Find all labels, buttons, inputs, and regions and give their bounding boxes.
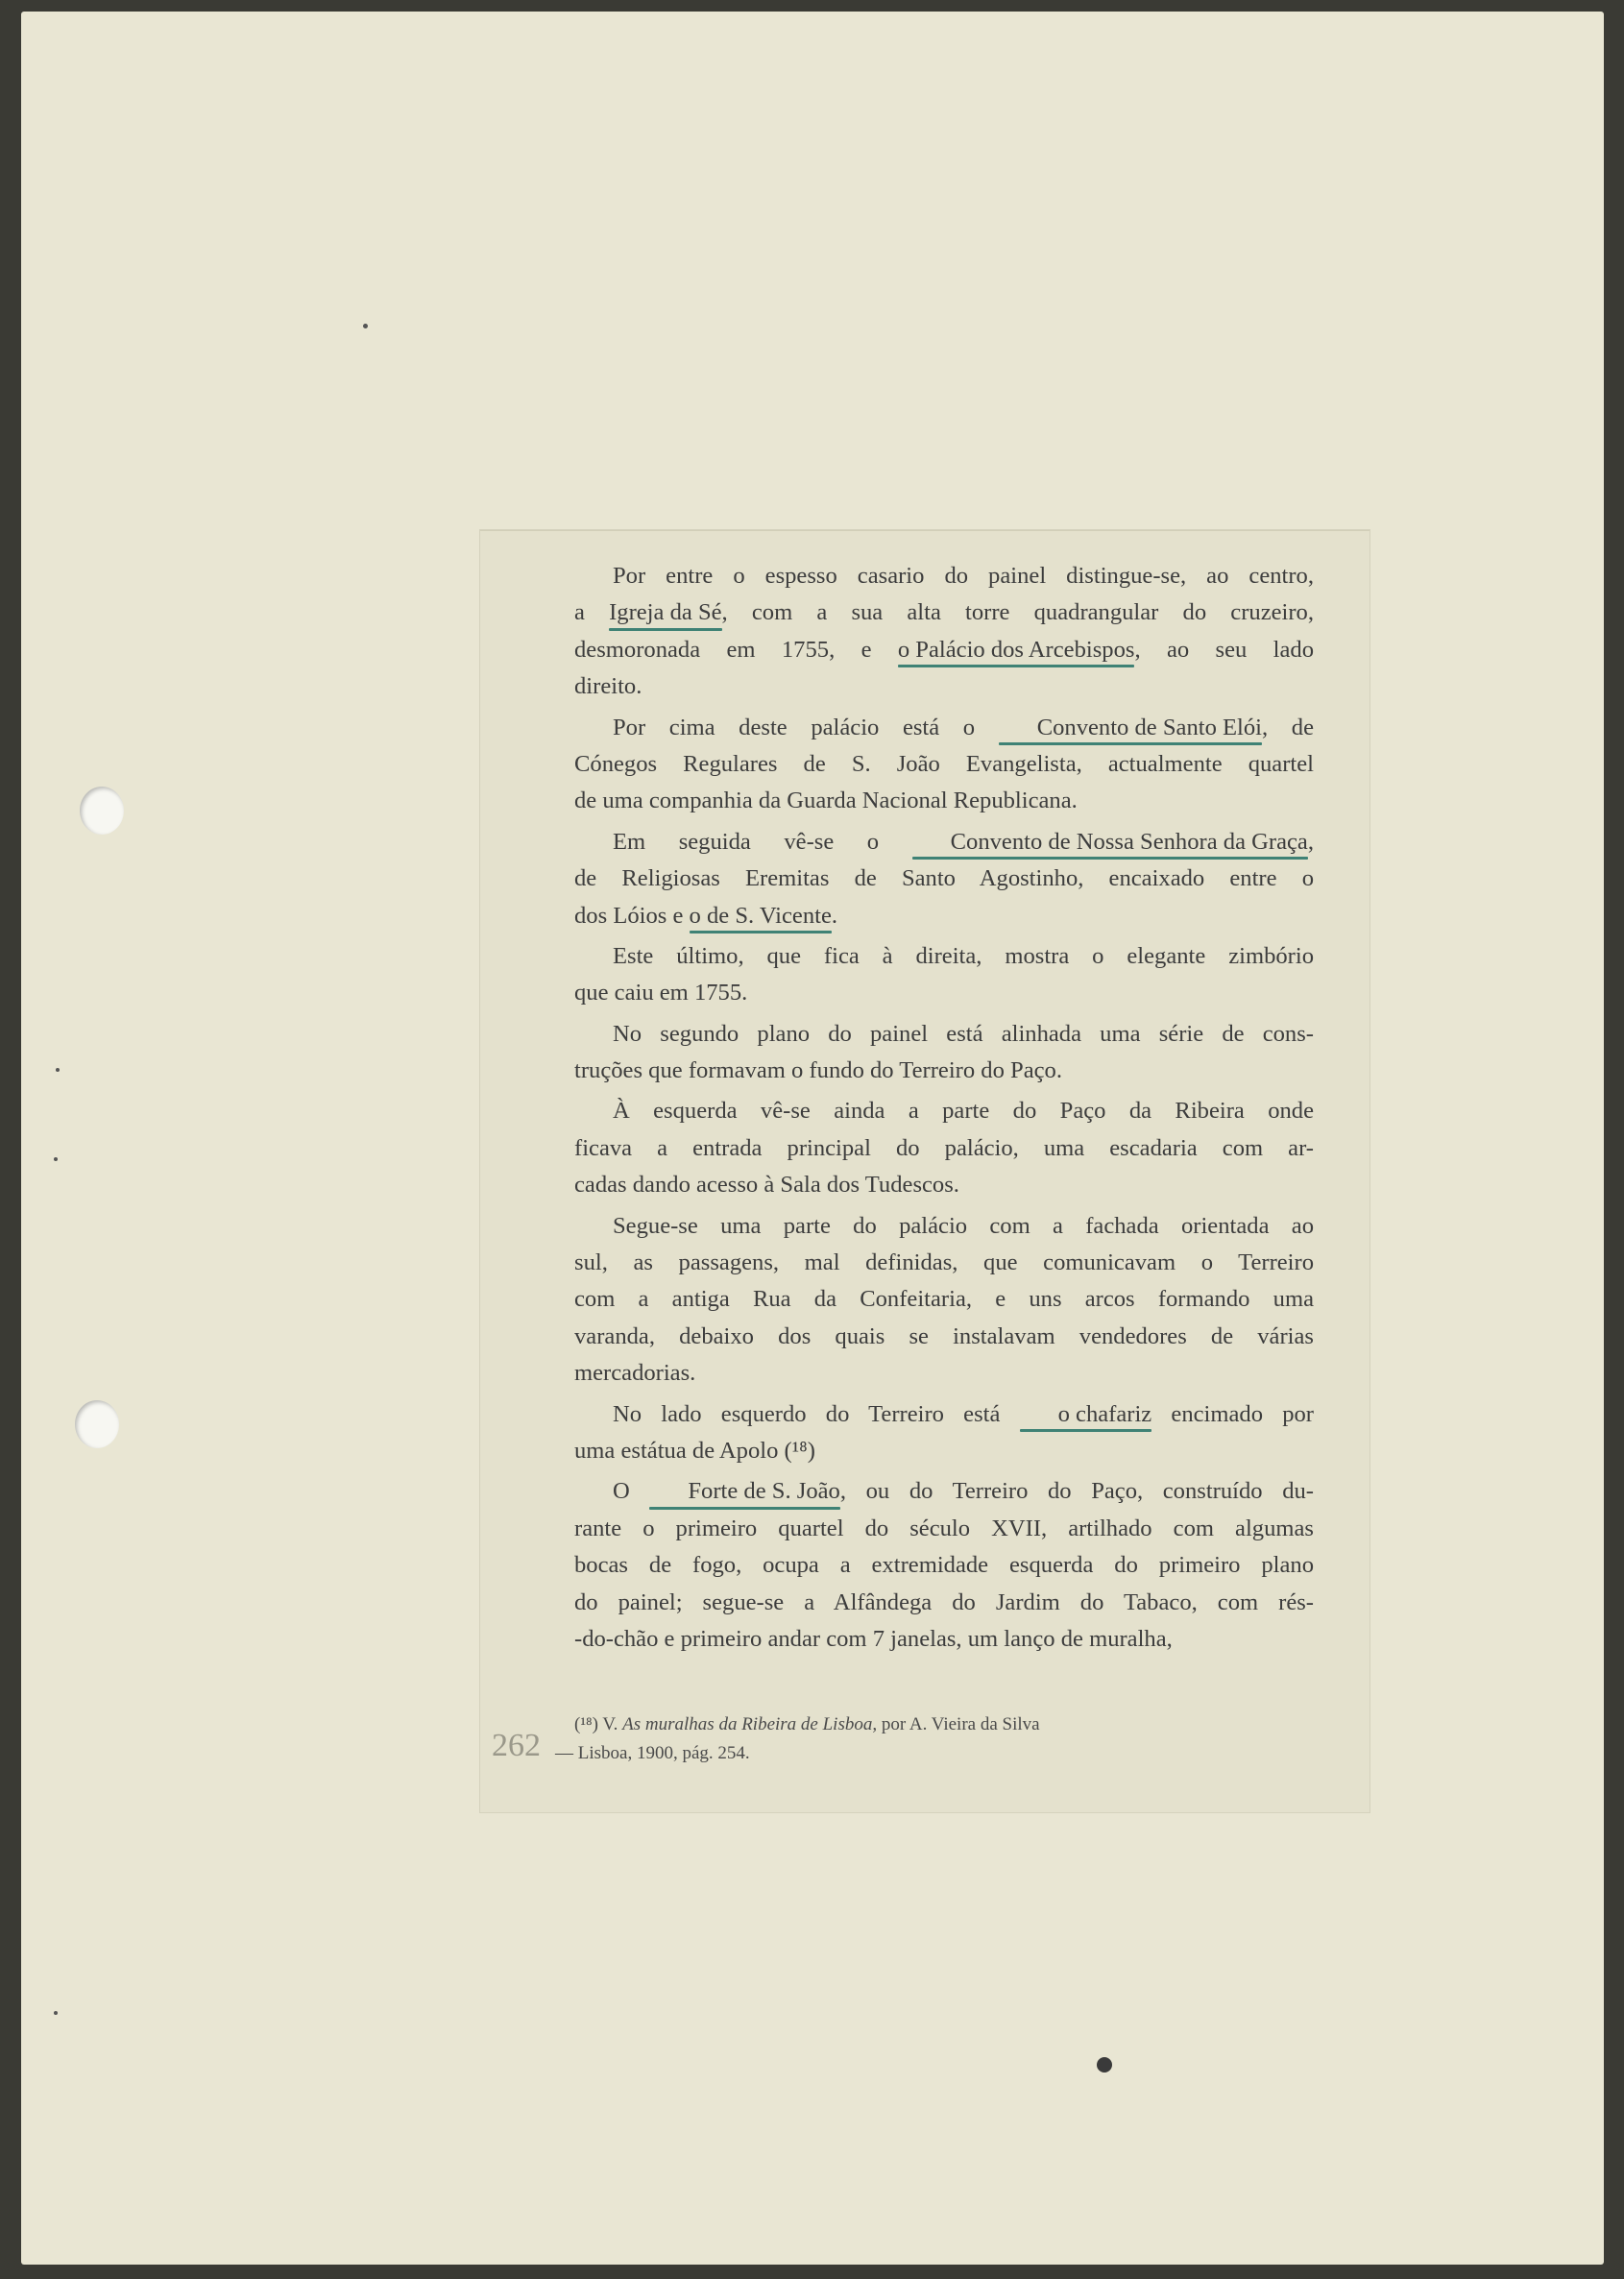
paragraph	[574, 1396, 1314, 1470]
underlined-phrase: Convento de Nossa Senhora da Graça	[912, 824, 1308, 861]
paragraph	[574, 1208, 1314, 1393]
text-line: Cónegos Regulares de S. João Evangelista, actualmente quartel	[574, 750, 1314, 777]
underlined-phrase: o Palácio dos Arcebispos	[898, 632, 1135, 668]
paragraph	[574, 938, 1314, 1012]
text-line: rante o primeiro quartel do século XVII, artilhado com algumas	[574, 1515, 1314, 1541]
text-line: do painel; segue-se a Alfândega do Jardim do Tabaco, com rés-	[574, 1588, 1314, 1615]
speck	[54, 2011, 58, 2015]
text-line: bocas de fogo, ocupa a extremidade esquerda do primeiro plano	[574, 1552, 1314, 1579]
speck	[363, 324, 368, 328]
text-line: a Igreja da Sé, com a sua alta torre quadrangular do cruzeiro,	[574, 594, 1314, 631]
footnote	[555, 1710, 1314, 1768]
speck	[54, 1157, 58, 1161]
clipping-body-text	[574, 558, 1314, 1661]
footnote-rest: por A. Vieira da Silva	[881, 1714, 1040, 1734]
underlined-phrase: o de S. Vicente	[690, 898, 832, 934]
text-line: Por entre o espesso casario do painel distingue-se, ao centro,	[613, 563, 1314, 589]
newspaper-clipping	[480, 530, 1369, 1812]
underlined-phrase: Forte de S. João	[649, 1473, 839, 1510]
paragraph	[574, 1016, 1314, 1090]
paragraph	[574, 558, 1314, 706]
paragraph	[574, 710, 1314, 820]
text-line: Por cima deste palácio está o Convento de Santo Elói, de	[574, 710, 1314, 746]
archive-sheet	[21, 12, 1604, 2265]
paragraph	[574, 1093, 1314, 1203]
text-line: -do-chão e primeiro andar com 7 janelas, um lanço de muralha,	[574, 1625, 1173, 1652]
speck	[56, 1068, 60, 1072]
text-line: À esquerda vê-se ainda a parte do Paço da Ribeira onde	[613, 1098, 1314, 1125]
text-line: de Religiosas Eremitas de Santo Agostinho, encaixado entre o	[574, 865, 1314, 892]
text-line: desmoronada em 1755, e o Palácio dos Arcebispos, ao seu lado	[574, 632, 1314, 668]
text-line: dos Lóios e o de S. Vicente.	[574, 898, 1314, 934]
text-line: mercadorias.	[574, 1360, 696, 1387]
text-line: Em seguida vê-se o Convento de Nossa Senhora da Graça,	[574, 824, 1314, 861]
text-line: uma estátua de Apolo (¹⁸)	[574, 1437, 815, 1464]
text-line: direito.	[574, 673, 642, 700]
text-line: Este último, que fica à direita, mostra o elegante zimbório	[613, 942, 1314, 969]
text-line: cadas dando acesso à Sala dos Tudescos.	[574, 1172, 959, 1199]
paragraph	[574, 824, 1314, 934]
text-line: de uma companhia da Guarda Nacional Republicana.	[574, 788, 1078, 814]
punch-hole-bottom	[75, 1400, 119, 1448]
ink-dot	[1097, 2057, 1112, 2073]
footnote-marker: (¹⁸) V.	[574, 1714, 618, 1734]
footnote-line2: — Lisboa, 1900, pág. 254.	[555, 1743, 750, 1763]
text-line: que caiu em 1755.	[574, 980, 748, 1006]
underlined-phrase: o chafariz	[1020, 1396, 1152, 1433]
page-number: 262	[492, 1728, 541, 1763]
text-line: varanda, debaixo dos quais se instalavam vendedores de várias	[574, 1322, 1314, 1349]
footnote-title: As muralhas da Ribeira de Lisboa,	[622, 1714, 878, 1734]
punch-hole-top	[80, 787, 124, 835]
underlined-phrase: Igreja da Sé	[609, 594, 721, 631]
paragraph	[574, 1473, 1314, 1658]
text-line: O Forte de S. João, ou do Terreiro do Paço, construído du-	[574, 1473, 1314, 1510]
text-line: No lado esquerdo do Terreiro está o chafariz encimado por	[574, 1396, 1314, 1433]
text-line: Segue-se uma parte do palácio com a fachada orientada ao	[613, 1212, 1314, 1239]
text-line: com a antiga Rua da Confeitaria, e uns arcos formando uma	[574, 1286, 1314, 1313]
text-line: No segundo plano do painel está alinhada uma série de cons-	[613, 1020, 1314, 1047]
text-line: ficava a entrada principal do palácio, uma escadaria com ar-	[574, 1134, 1314, 1161]
underlined-phrase: Convento de Santo Elói	[999, 710, 1262, 746]
text-line: truções que formavam o fundo do Terreiro do Paço.	[574, 1057, 1062, 1084]
text-line: sul, as passagens, mal definidas, que comunicavam o Terreiro	[574, 1249, 1314, 1276]
